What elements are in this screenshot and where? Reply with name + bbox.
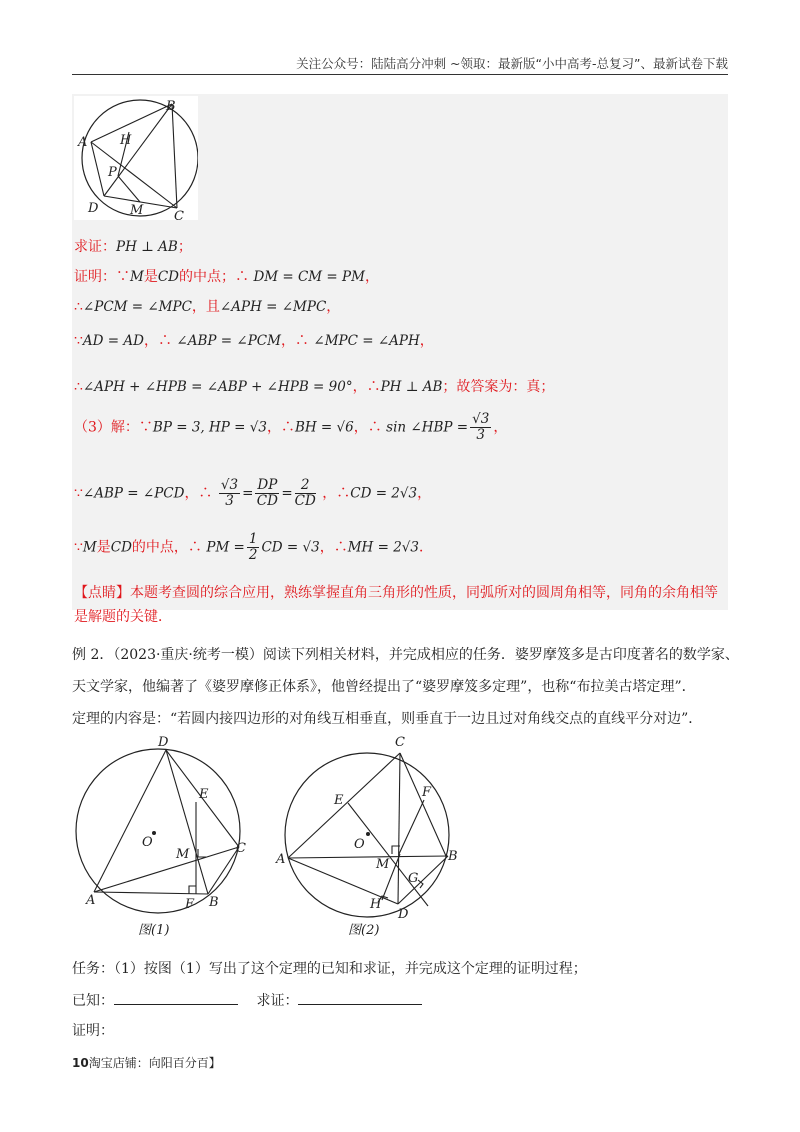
proof-line-8: ∵M是CD的中点，∴ PM = $\frac{1}{2}$ CD = √3，∴MH = 2√3． <box>74 531 433 563</box>
fig0-label: M <box>130 203 144 218</box>
fig2-label: B <box>448 849 458 864</box>
fig1-label: C <box>236 841 246 856</box>
fig0-label: B <box>166 99 176 114</box>
fig2-label: E <box>334 793 344 808</box>
center-dot <box>366 832 370 836</box>
circle <box>82 100 198 216</box>
page-header: 关注公众号：陆陆高分冲刺 ~领取：最新版“小中高考-总复习”、最新试卷下载 <box>72 54 728 75</box>
fig1-label: B <box>209 895 219 910</box>
fig0-label: P <box>108 165 117 180</box>
figure-2 <box>272 732 472 942</box>
known-blank[interactable] <box>114 1004 238 1005</box>
fig1-label: E <box>199 787 209 802</box>
fig2-label: C <box>395 735 405 750</box>
fig2-label: F <box>422 785 432 800</box>
fig2-label: G <box>408 871 419 886</box>
fig1-caption: 图(1) <box>138 923 170 938</box>
fig1-label: F <box>185 897 195 912</box>
dianjing-line-1: 【点睛】本题考查圆的综合应用，熟练掌握直角三角形的性质，同弧所对的圆周角相等，同角的余角相等 <box>74 585 718 601</box>
fig2-caption: 图(2) <box>348 923 380 938</box>
page-number: 10 <box>72 1056 89 1070</box>
fig1-label: O <box>142 835 153 850</box>
prove-blank[interactable] <box>298 1004 422 1005</box>
proof-line-2: 证明：∵M是CD的中点；∴ DM = CM = PM， <box>74 269 379 285</box>
fig2-label: D <box>398 907 409 922</box>
proof-line-5: ∴∠APH + ∠HPB = ∠ABP + ∠HPB = 90°，∴PH ⊥ AB；故答案为：真； <box>74 379 555 395</box>
fig0-label: H <box>120 133 132 148</box>
fig0-label: D <box>88 201 99 216</box>
proof-line-7: ∵∠ABP = ∠PCD，∴ $\frac{√3}{3}$ = $\frac{DP}{CD}$ = $\frac{2}{CD}$ ，∴CD = 2√3， <box>74 477 432 509</box>
figure-circle-abcd <box>74 96 198 220</box>
fig1-label: M <box>176 847 190 862</box>
example-line-1: 例 2．（2023·重庆·统考一模）阅读下列相关材料，并完成相应的任务．婆罗摩笈多是古印度著名的数学家、 <box>72 647 739 663</box>
task-line-1: 任务：（1）按图（1）写出了这个定理的已知和求证，并完成这个定理的证明过程； <box>72 961 587 977</box>
fig1-label: A <box>86 893 96 908</box>
task-line-3: 证明： <box>72 1023 114 1039</box>
fig2-label: O <box>354 837 365 852</box>
page-footer: 10淘宝店铺：向阳百分百】 <box>72 1056 221 1070</box>
fig2-label: M <box>376 857 390 872</box>
example-line-3: 定理的内容是：“若圆内接四边形的对角线互相垂直，则垂直于一边且过对角线交点的直线平分对边”． <box>72 711 703 727</box>
dianjing-line-2: 是解题的关键． <box>74 609 172 625</box>
proof-line-4: ∵AD = AD，∴ ∠ABP = ∠PCM，∴ ∠MPC = ∠APH， <box>74 333 434 349</box>
fig0-label: A <box>78 135 88 150</box>
fig2-label: H <box>370 897 382 912</box>
circle <box>76 749 240 913</box>
figure-1 <box>72 732 272 942</box>
proof-line-1: 求证：PH ⊥ AB； <box>74 239 192 255</box>
fig2-label: A <box>276 852 286 867</box>
proof-line-3: ∴∠PCM = ∠MPC，且∠APH = ∠MPC， <box>74 299 341 315</box>
fig1-label: D <box>158 735 169 750</box>
fig0-label: C <box>174 209 184 220</box>
proof-line-6: （3）解：∵BP = 3, HP = √3，∴BH = √6，∴ sin ∠HBP = $\frac{√3}{3}$ ， <box>74 411 508 443</box>
task-line-2: 已知： 求证： <box>72 990 436 1010</box>
example-line-2: 天文学家，他编著了《婆罗摩修正体系》，他曾经提出了“婆罗摩笈多定理”，也称“布拉美古塔定理”． <box>72 679 696 695</box>
